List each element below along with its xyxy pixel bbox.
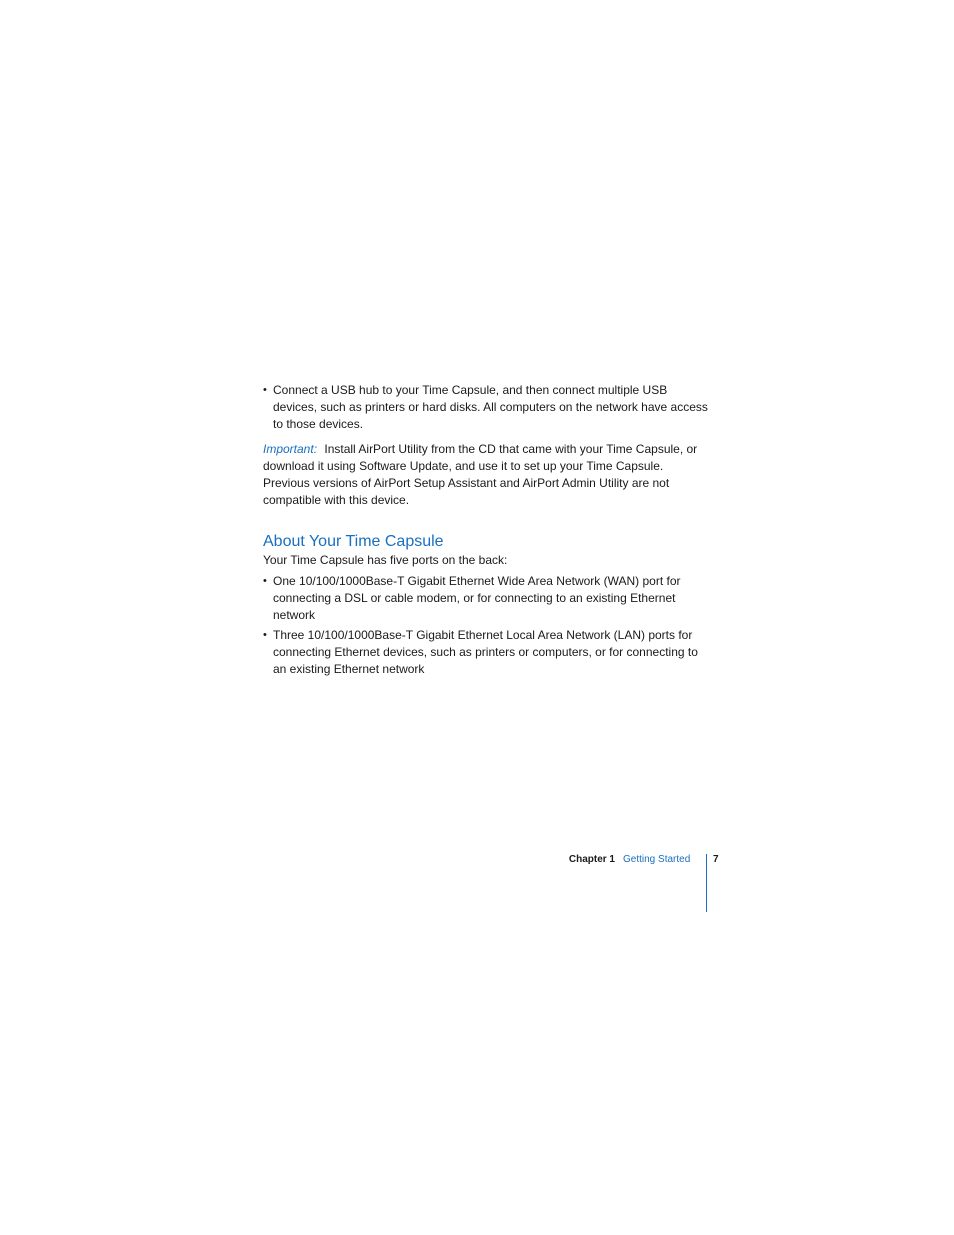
footer-divider	[706, 854, 707, 912]
page-content	[263, 382, 713, 681]
section-intro: Your Time Capsule has five ports on the back:	[263, 553, 508, 567]
footer-chapter-title: Getting Started	[623, 854, 691, 865]
usb-bullet-list	[263, 382, 713, 433]
footer-chapter: Chapter 1	[568, 854, 615, 865]
section-heading: About Your Time Capsule	[263, 533, 444, 550]
important-text: Install AirPort Utility from the CD that came with your Time Capsule, or download it using Software Update, and use it to set up your Time Capsule. Previous versions of AirPort Setup Assistant and AirPort Admin Utility are not compatible with this device.	[263, 442, 698, 507]
ports-bullet-list	[263, 573, 713, 678]
list-item: • Three 10/100/1000Base-T Gigabit Ethernet Local Area Network (LAN) ports for connecting Ethernet devices, such as printers or computers, or for connecting to an existing Ethernet network	[263, 627, 713, 678]
page-number: 7	[713, 854, 719, 865]
important-label: Important:	[263, 442, 318, 456]
list-item: • Connect a USB hub to your Time Capsule, and then connect multiple USB devices, such as printers or hard disks. All computers on the network have access to those devices.	[263, 382, 713, 433]
important-note	[263, 441, 713, 509]
list-item: • One 10/100/1000Base-T Gigabit Ethernet Wide Area Network (WAN) port for connecting a DSL or cable modem, or for connecting to an existing Ethernet network	[263, 573, 713, 624]
page-footer	[540, 854, 720, 912]
